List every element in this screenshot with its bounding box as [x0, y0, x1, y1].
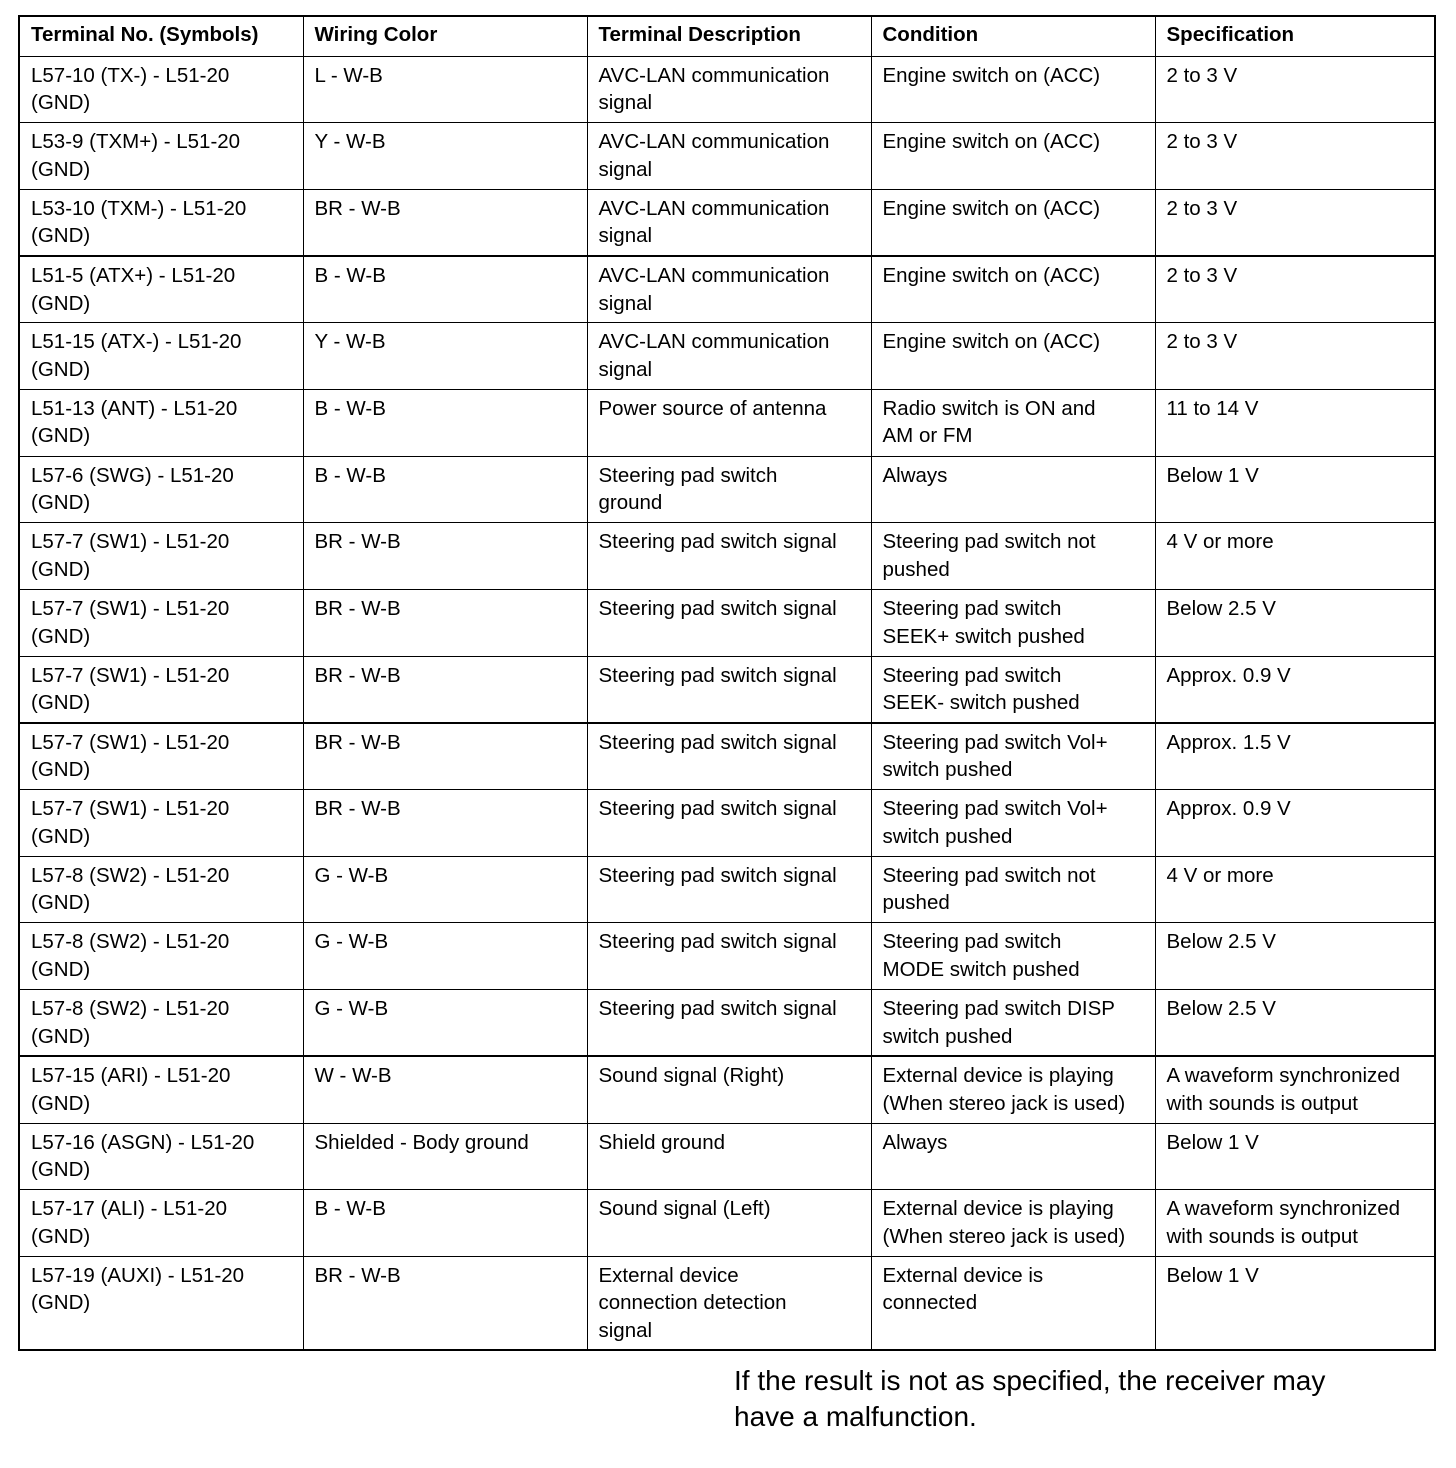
table-row: [19, 790, 1435, 857]
condition-cell: External device is connected: [871, 1256, 1155, 1350]
terminal-no-cell: L53-9 (TXM+) - L51-20 (GND): [19, 123, 303, 190]
specification-cell: 4 V or more: [1155, 523, 1435, 590]
condition-cell: Steering pad switch Vol+ switch pushed: [871, 790, 1155, 857]
wiring-color-cell: B - W-B: [303, 256, 587, 323]
terminal-no-cell: L57-6 (SWG) - L51-20 (GND): [19, 456, 303, 523]
condition-cell: Engine switch on (ACC): [871, 256, 1155, 323]
terminal-description-cell: Steering pad switch signal: [587, 523, 871, 590]
terminal-description-cell: Steering pad switch signal: [587, 923, 871, 990]
terminal-description-cell: External device connection detection signal: [587, 1256, 871, 1350]
wiring-color-cell: BR - W-B: [303, 523, 587, 590]
wiring-color-cell: Shielded - Body ground: [303, 1123, 587, 1190]
terminal-description-cell: Shield ground: [587, 1123, 871, 1190]
specification-cell: Below 2.5 V: [1155, 590, 1435, 657]
wiring-color-cell: BR - W-B: [303, 590, 587, 657]
table-row: [19, 389, 1435, 456]
specification-cell: 11 to 14 V: [1155, 389, 1435, 456]
table-row: [19, 256, 1435, 323]
terminal-no-cell: L57-8 (SW2) - L51-20 (GND): [19, 856, 303, 923]
terminal-no-cell: L57-7 (SW1) - L51-20 (GND): [19, 656, 303, 723]
terminal-description-cell: AVC-LAN communication signal: [587, 256, 871, 323]
terminal-description-cell: Steering pad switch signal: [587, 590, 871, 657]
specification-cell: Below 1 V: [1155, 1256, 1435, 1350]
wiring-color-cell: L - W-B: [303, 56, 587, 123]
condition-cell: Always: [871, 1123, 1155, 1190]
table-row: [19, 456, 1435, 523]
terminal-no-cell: L57-7 (SW1) - L51-20 (GND): [19, 790, 303, 857]
terminal-no-cell: L57-15 (ARI) - L51-20 (GND): [19, 1056, 303, 1123]
terminal-no-cell: L57-7 (SW1) - L51-20 (GND): [19, 723, 303, 790]
terminal-no-cell: L57-16 (ASGN) - L51-20 (GND): [19, 1123, 303, 1190]
header-terminal-no: Terminal No. (Symbols): [19, 16, 303, 56]
table-header-row: [19, 16, 1435, 56]
specification-cell: 2 to 3 V: [1155, 323, 1435, 390]
condition-cell: Steering pad switch not pushed: [871, 523, 1155, 590]
table-row: [19, 123, 1435, 190]
condition-cell: Steering pad switch SEEK+ switch pushed: [871, 590, 1155, 657]
specification-cell: Below 2.5 V: [1155, 923, 1435, 990]
terminal-description-cell: Sound signal (Right): [587, 1056, 871, 1123]
condition-cell: External device is playing (When stereo jack is used): [871, 1190, 1155, 1257]
specification-cell: 2 to 3 V: [1155, 256, 1435, 323]
table-row: [19, 923, 1435, 990]
specification-cell: A waveform synchronized with sounds is output: [1155, 1056, 1435, 1123]
terminal-description-cell: Steering pad switch ground: [587, 456, 871, 523]
table-row: [19, 523, 1435, 590]
wiring-color-cell: BR - W-B: [303, 1256, 587, 1350]
condition-cell: Engine switch on (ACC): [871, 189, 1155, 256]
terminal-description-cell: Sound signal (Left): [587, 1190, 871, 1257]
table-row: [19, 990, 1435, 1057]
condition-cell: Steering pad switch DISP switch pushed: [871, 990, 1155, 1057]
header-terminal-description: Terminal Description: [587, 16, 871, 56]
table-row: [19, 323, 1435, 390]
condition-cell: Steering pad switch Vol+ switch pushed: [871, 723, 1155, 790]
wiring-color-cell: B - W-B: [303, 456, 587, 523]
terminal-description-cell: AVC-LAN communication signal: [587, 189, 871, 256]
wiring-color-cell: Y - W-B: [303, 123, 587, 190]
terminal-no-cell: L51-15 (ATX-) - L51-20 (GND): [19, 323, 303, 390]
specification-cell: A waveform synchronized with sounds is output: [1155, 1190, 1435, 1257]
wiring-color-cell: B - W-B: [303, 389, 587, 456]
specification-cell: Below 1 V: [1155, 456, 1435, 523]
condition-cell: External device is playing (When stereo jack is used): [871, 1056, 1155, 1123]
terminal-no-cell: L57-8 (SW2) - L51-20 (GND): [19, 990, 303, 1057]
specification-cell: Approx. 0.9 V: [1155, 790, 1435, 857]
terminal-no-cell: L51-5 (ATX+) - L51-20 (GND): [19, 256, 303, 323]
specification-cell: Approx. 1.5 V: [1155, 723, 1435, 790]
terminal-description-cell: AVC-LAN communication signal: [587, 56, 871, 123]
table-row: [19, 1056, 1435, 1123]
specification-cell: 2 to 3 V: [1155, 56, 1435, 123]
condition-cell: Engine switch on (ACC): [871, 56, 1155, 123]
wiring-color-cell: G - W-B: [303, 990, 587, 1057]
specification-cell: Below 1 V: [1155, 1123, 1435, 1190]
wiring-color-cell: BR - W-B: [303, 723, 587, 790]
terminal-no-cell: L57-7 (SW1) - L51-20 (GND): [19, 523, 303, 590]
terminal-description-cell: Steering pad switch signal: [587, 790, 871, 857]
table-row: [19, 1190, 1435, 1257]
specification-cell: 2 to 3 V: [1155, 189, 1435, 256]
wiring-color-cell: BR - W-B: [303, 656, 587, 723]
terminal-description-cell: Steering pad switch signal: [587, 856, 871, 923]
wiring-color-cell: G - W-B: [303, 856, 587, 923]
terminal-description-cell: Steering pad switch signal: [587, 656, 871, 723]
table-row: [19, 189, 1435, 256]
table-body: [19, 56, 1435, 1350]
table-row: [19, 723, 1435, 790]
specification-cell: 2 to 3 V: [1155, 123, 1435, 190]
terminal-description-cell: AVC-LAN communication signal: [587, 123, 871, 190]
header-wiring-color: Wiring Color: [303, 16, 587, 56]
condition-cell: Steering pad switch MODE switch pushed: [871, 923, 1155, 990]
wiring-color-cell: W - W-B: [303, 1056, 587, 1123]
footnote: If the result is not as specified, the receiver may have a malfunction.: [734, 1365, 1326, 1432]
terminal-no-cell: L57-7 (SW1) - L51-20 (GND): [19, 590, 303, 657]
table-row: [19, 1123, 1435, 1190]
terminal-no-cell: L57-19 (AUXI) - L51-20 (GND): [19, 1256, 303, 1350]
wiring-color-cell: BR - W-B: [303, 790, 587, 857]
specification-cell: Approx. 0.9 V: [1155, 656, 1435, 723]
condition-cell: Always: [871, 456, 1155, 523]
wiring-color-cell: BR - W-B: [303, 189, 587, 256]
specification-cell: Below 2.5 V: [1155, 990, 1435, 1057]
wiring-color-cell: B - W-B: [303, 1190, 587, 1257]
terminal-description-cell: Power source of antenna: [587, 389, 871, 456]
terminal-no-cell: L51-13 (ANT) - L51-20 (GND): [19, 389, 303, 456]
condition-cell: Radio switch is ON and AM or FM: [871, 389, 1155, 456]
table-row: [19, 56, 1435, 123]
table-row: [19, 856, 1435, 923]
terminal-no-cell: L57-8 (SW2) - L51-20 (GND): [19, 923, 303, 990]
condition-cell: Engine switch on (ACC): [871, 323, 1155, 390]
terminal-description-cell: AVC-LAN communication signal: [587, 323, 871, 390]
table-row: [19, 1256, 1435, 1350]
table-row: [19, 590, 1435, 657]
wiring-color-cell: G - W-B: [303, 923, 587, 990]
terminal-no-cell: L57-10 (TX-) - L51-20 (GND): [19, 56, 303, 123]
condition-cell: Steering pad switch not pushed: [871, 856, 1155, 923]
terminal-no-cell: L53-10 (TXM-) - L51-20 (GND): [19, 189, 303, 256]
condition-cell: Steering pad switch SEEK- switch pushed: [871, 656, 1155, 723]
specification-cell: 4 V or more: [1155, 856, 1435, 923]
terminal-no-cell: L57-17 (ALI) - L51-20 (GND): [19, 1190, 303, 1257]
terminal-spec-table: [18, 15, 1436, 1351]
wiring-color-cell: Y - W-B: [303, 323, 587, 390]
header-specification: Specification: [1155, 16, 1435, 56]
terminal-description-cell: Steering pad switch signal: [587, 990, 871, 1057]
condition-cell: Engine switch on (ACC): [871, 123, 1155, 190]
header-condition: Condition: [871, 16, 1155, 56]
terminal-description-cell: Steering pad switch signal: [587, 723, 871, 790]
table-row: [19, 656, 1435, 723]
